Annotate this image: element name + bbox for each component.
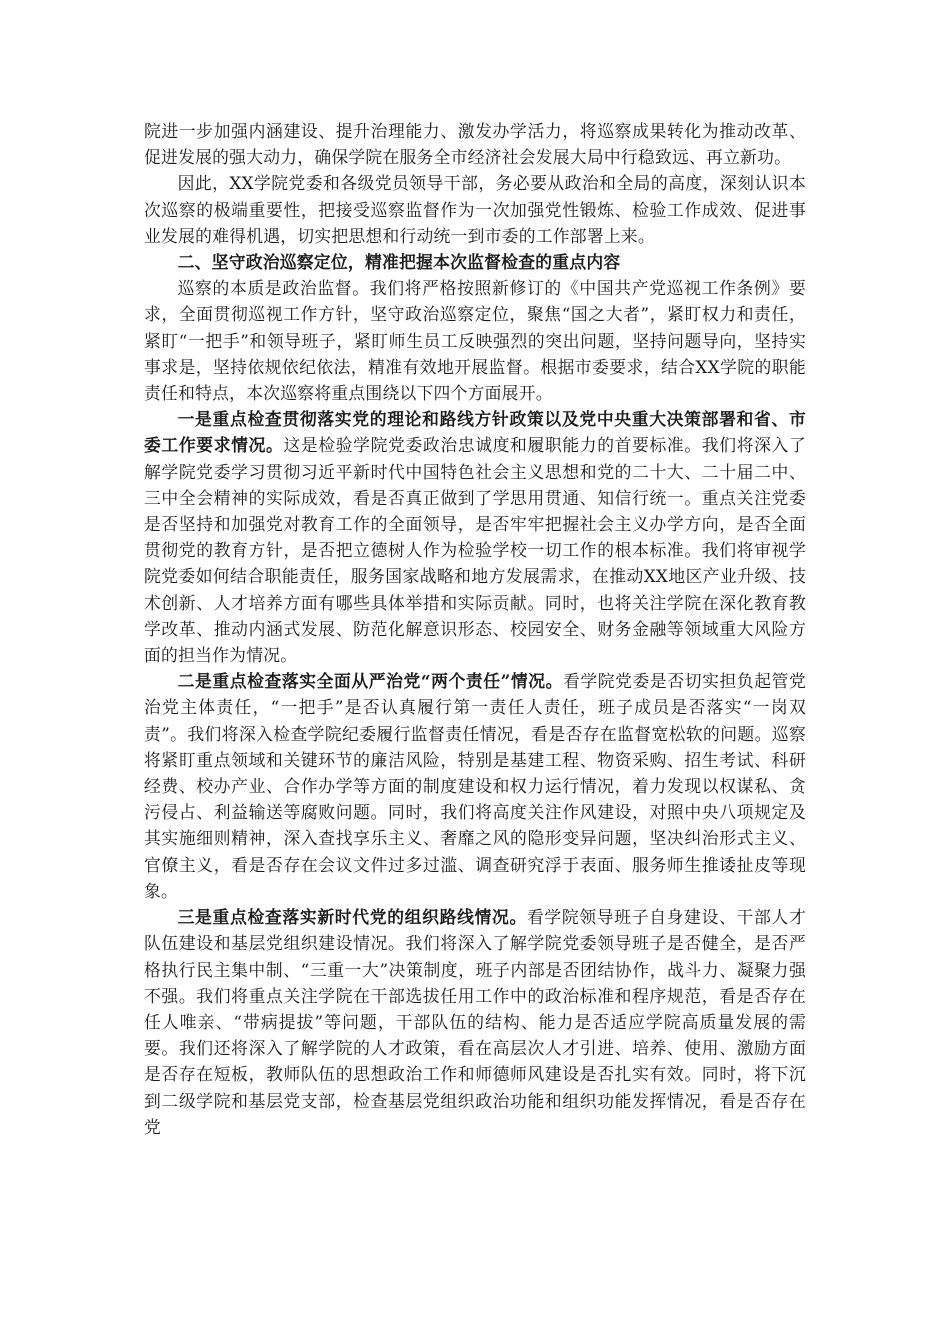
paragraph-inspection-essence: 巡察的本质是政治监督。我们将严格按照新修订的《中国共产党巡视工作条例》要求，全面贯彻巡视工作方针，坚守政治巡察定位，聚焦“国之大者”，紧盯权力和责任，紧盯“一把手”和领导班子，紧盯师生员工反映强烈的突出问题，坚持问题导向，坚持实事求是，坚持依规依纪依法，精准有效地开展监督。根据市委要求，结合XX学院的职能责任和特点，本次巡察将重点围绕以下四个方面展开。 <box>144 278 806 404</box>
focus-two-lead: 二是重点检查落实全面从严治党“两个责任”情况。 <box>177 671 564 692</box>
section-heading-two: 二、坚守政治巡察定位，精准把握本次监督检查的重点内容 <box>177 252 621 273</box>
document-page <box>144 118 806 1140</box>
paragraph-focus-two <box>144 668 806 904</box>
focus-three-lead: 三是重点检查落实新时代党的组织路线情况。 <box>177 907 527 928</box>
paragraph-party-committee-recognition: 因此，XX学院党委和各级党员领导干部，务必要从政治和全局的高度，深刻认识本次巡察的极端重要性，把接受巡察监督作为一次加强党性锻炼、检验工作成效、促进事业发展的难得机遇，切实把思想和行动统一到市委的工作部署上来。 <box>144 173 806 246</box>
focus-two-body: 看学院党委是否切实担负起管党治党主体责任，“一把手”是否认真履行第一责任人责任，班子成员是否落实“一岗双责”。我们将深入检查学院纪委履行监督责任情况，看是否存在监督宽松软的问题。巡察将紧盯重点领域和关键环节的廉洁风险，特别是基建工程、物资采购、招生考试、科研经费、校办产业、合作办学等方面的制度建设和权力运行情况，着力发现以权谋私、贪污侵占、利益输送等腐败问题。同时，我们将高度关注作风建设，对照中央八项规定及其实施细则精神，深入查找享乐主义、奢靡之风的隐形变异问题，坚决纠治形式主义、官僚主义，看是否存在会议文件过多过滥、调查研究浮于表面、服务师生推诿扯皮等现象。 <box>144 671 806 901</box>
paragraph-focus-three <box>144 904 806 1140</box>
focus-one-lead: 一是重点检查贯彻落实党的理论和路线方针政策以及党中央重大决策部署和省、市委工作要求情况。 <box>144 409 806 456</box>
paragraph-focus-one <box>144 406 806 668</box>
paragraph-continuation: 院进一步加强内涵建设、提升治理能力、激发办学活力，将巡察成果转化为推动改革、促进发展的强大动力，确保学院在服务全市经济社会发展大局中行稳致远、再立新功。 <box>144 121 806 168</box>
focus-one-body: 这是检验学院党委政治忠诚度和履职能力的首要标准。我们将深入了解学院党委学习贯彻习近平新时代中国特色社会主义思想和党的二十大、二十届二中、三中全会精神的实际成效，看是否真正做到了学思用贯通、知信行统一。重点关注党委是否坚持和加强党对教育工作的全面领导，是否牢牢把握社会主义办学方向，是否全面贯彻党的教育方针，是否把立德树人作为检验学校一切工作的根本标准。我们将审视学院党委如何结合职能责任，服务国家战略和地方发展需求，在推动XX地区产业升级、技术创新、人才培养方面有哪些具体举措和实际贡献。同时，也将关注学院在深化教育教学改革、推动内涵式发展、防范化解意识形态、校园安全、财务金融等领域重大风险方面的担当作为情况。 <box>144 435 806 666</box>
focus-three-body: 看学院领导班子自身建设、干部人才队伍建设和基层党组织建设情况。我们将深入了解学院党委领导班子是否健全，是否严格执行民主集中制、“三重一大”决策制度，班子内部是否团结协作，战斗力、凝聚力强不强。我们将重点关注学院在干部选拔任用工作中的政治标准和程序规范，看是否存在任人唯亲、“带病提拔”等问题，干部队伍的结构、能力是否适应学院高质量发展的需要。我们还将深入了解学院的人才政策，看在高层次人才引进、培养、使用、激励方面是否存在短板，教师队伍的思想政治工作和师德师风建设是否扎实有效。同时，将下沉到二级学院和基层党支部，检查基层党组织政治功能和组织功能发挥情况，看是否存在党 <box>144 907 806 1137</box>
